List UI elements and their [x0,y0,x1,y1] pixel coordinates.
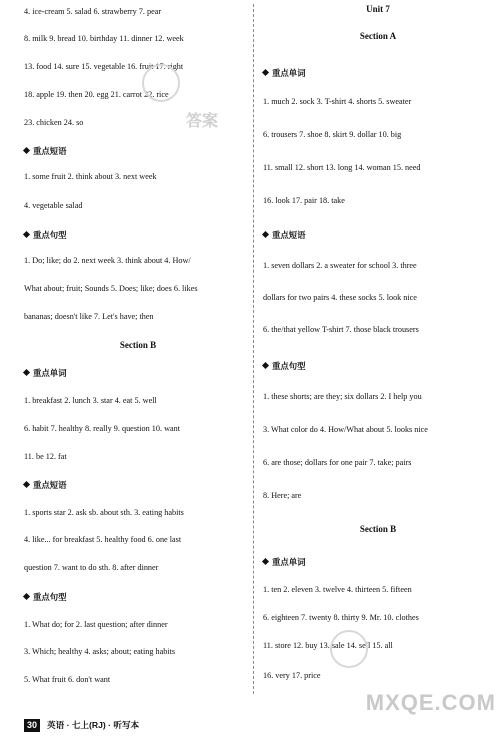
page-number: 30 [24,719,40,732]
vocab-line: 6. habit 7. healthy 8. really 9. question 10. want [24,424,180,433]
diamond-icon [262,558,269,565]
phrase-line: question 7. want to do sth. 8. after dinner [24,563,159,572]
answer-stamp [330,630,368,668]
vocab-line: 11. small 12. short 13. long 14. woman 15. need [263,163,421,172]
vocab-line: 1. much 2. sock 3. T-shirt 4. shorts 5. sweater [263,97,412,106]
diamond-icon [23,369,30,376]
sentence-line: 3. Which; healthy 4. asks; about; eating habits [24,647,176,656]
column-divider [253,4,254,694]
sentence-header: 重点句型 [0,592,252,602]
sentence-line: 1. Do; like; do 2. next week 3. think about 4. How/ [24,256,191,265]
phrase-header: 重点短语 [0,146,252,156]
diamond-icon [23,147,30,154]
vocab-line: 16. very 17. price [263,671,321,680]
answer-stamp [142,64,180,102]
vocab-line: 11. be 12. fat [24,452,67,461]
phrase-line: 4. vegetable salad [24,201,83,210]
vocab-line: 1. ten 2. eleven 3. twelve 4. thirteen 5. fifteen [263,585,412,594]
vocab-line: 11. store 12. buy 13. sale 14. sell 15. all [263,641,393,650]
vocab-line: 13. food 14. sure 15. vegetable 16. fruit 17. right [24,62,184,71]
sentence-header: 重点句型 [0,230,252,240]
section-a-title: Section A [359,31,397,41]
vocab-line: 23. chicken 24. so [24,118,84,127]
diamond-icon [23,231,30,238]
sentence-line: 3. What color do 4. How/What about 5. looks nice [263,425,428,434]
phrase-line: 4. like... for breakfast 5. healthy food 6. one last [24,535,182,544]
sentence-line: 8. Here; are [263,491,302,500]
sentence-line: bananas; doesn't like 7. Let's have; then [24,312,154,321]
word-header: 重点单词 [256,557,500,567]
word-header: 重点单词 [0,368,252,378]
vocab-line: 8. milk 9. bread 10. birthday 11. dinner 12. week [24,34,184,43]
sentence-line: What about; fruit; Sounds 5. Does; like; does 6. likes [24,284,198,293]
vocab-line: 4. ice-cream 5. salad 6. strawberry 7. pear [24,7,162,16]
diamond-icon [23,481,30,488]
diamond-icon [262,69,269,76]
diamond-icon [262,362,269,369]
diamond-icon [262,231,269,238]
phrase-line: 1. sports star 2. ask sb. about sth. 3. eating habits [24,508,184,517]
word-header: 重点单词 [256,68,500,78]
section-b-title: Section B [359,524,397,534]
diamond-icon [23,593,30,600]
sentence-line: 6. are those; dollars for one pair 7. take; pairs [263,458,412,467]
sentence-header: 重点句型 [256,361,500,371]
section-b-title: Section B [119,340,157,350]
vocab-line: 18. apple 19. then 20. egg 21. carrot 22. rice [24,90,169,99]
phrase-header: 重点短语 [256,230,500,240]
watermark: MXQE.COM [365,690,496,715]
sentence-line: 1. these shorts; are they; six dollars 2. I help you [263,392,422,401]
phrase-header: 重点短语 [0,480,252,490]
answer-stamp-text: 答案 [186,113,219,130]
page-footer [24,718,139,732]
phrase-line: 1. seven dollars 2. a sweater for school 3. three [263,261,417,270]
vocab-line: 6. eighteen 7. twenty 8. thirty 9. Mr. 10. clothes [263,613,419,622]
vocab-line: 1. breakfast 2. lunch 3. star 4. eat 5. well [24,396,157,405]
unit-title: Unit 7 [366,4,390,14]
vocab-line: 6. trousers 7. shoe 8. skirt 9. dollar 10. big [263,130,402,139]
phrase-line: 1. some fruit 2. think about 3. next week [24,172,157,181]
sentence-line: 1. What do; for 2. last question; after dinner [24,620,168,629]
phrase-line: dollars for two pairs 4. these socks 5. look nice [263,293,417,302]
book-title: 英语 · 七上(RJ) · 听写本 [47,720,140,730]
vocab-line: 16. look 17. pair 18. take [263,196,345,205]
sentence-line: 5. What fruit 6. don't want [24,675,111,684]
phrase-line: 6. the/that yellow T-shirt 7. those black trousers [263,325,419,334]
